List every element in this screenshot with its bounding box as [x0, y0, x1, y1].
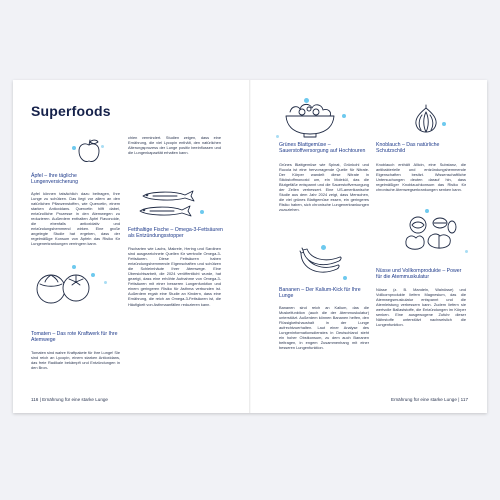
- bananas-body: Bananen sind reich an Kalium, das die Muskelfunktion (auch die der Atemmuskulatur) unterstützt. Außerdem können Bananen helfen, den Flüssigkeitshaushalt in der Lunge aufrechtzuerhalten. Laut einer Analyse des Lungeninformationsdienstes in Deutschland steht ein hoher Obstkonsum, zu dem auch Bananen beitragen, in engem Zusammenhang mit einer besseren Lungenfunktion.: [279, 305, 369, 351]
- left-footer-separator: |: [39, 397, 41, 402]
- decor-dot: [104, 281, 107, 284]
- decor-dot: [276, 135, 279, 138]
- right-footer-separator: |: [458, 397, 460, 402]
- banana-icon: [297, 247, 345, 281]
- continuation-body: chien vermindert. Studien zeigen, dass eine Ernährung, die viel Lycopin enthält, den natürlichen Alterungsprozess der Lunge positiv beeinflussen und die Lungenkapazität erhalten kann.: [128, 135, 221, 156]
- decor-dot: [72, 146, 76, 150]
- decor-dot: [72, 265, 76, 269]
- apples-heading: Äpfel – Ihre tägliche Lungenversicherung: [31, 173, 79, 186]
- left-footer: [31, 397, 108, 402]
- fish-body: Fischarten wie Lachs, Makrele, Hering und Sardinen sind ausgezeichnete Quellen für wertvolle Omega-3-Fettsäuren. Diese Fettsäuren haben entzündungshemmende Eigenschaften und schützen die Schleimhäute Ihrer Atemwege. Eine Übersichtsarbeit, die 2024 veröffentlicht wurde, hat gezeigt, dass eine erhöhte Aufnahme von Omega-3-Fettsäuren mit einer besseren Lungenfunktion und einem geringeren Risiko für Asthma verbunden ist. Außerdem ergab eine Studie an Kindern, dass eine Ernährung, die reich an Omega-3-Fettsäuren ist, die Häufigkeit von Asthmaanfällen reduzieren kann.: [128, 246, 221, 307]
- greens-heading: Grünes Blattgemüse – Sauerstoffversorgung auf Hochtouren: [279, 142, 366, 155]
- decor-dot: [442, 122, 446, 126]
- tomato-icon: [32, 268, 92, 306]
- apples-body: Äpfel können tatsächlich dazu beitragen, Ihre Lunge zu schützen. Das liegt vor allem an den natürlichen Pflanzenstoffen, wie Quercetin, einem starken Antioxidans. Quercetin hilft dabei, entzündliche Prozesse in den Atemwegen zu reduzieren. Außerdem enthalten Äpfel Flavonoide, die ebenfalls antioxidativ und entzündungshemmend wirken. Eine große angelegte Studie hat ergeben, dass der regelmäßige Konsum von Äpfeln das Risiko für Lungenerkrankungen verringern kann.: [31, 191, 120, 247]
- garlic-heading: Knoblauch – Das natürliche Schutzschild: [376, 142, 440, 155]
- fish-heading: Fetthaltige Fische – Omega-3-Fettsäuren als Entzündungsstopper: [128, 227, 223, 240]
- tomatoes-heading: Tomaten – Das rote Kraftwerk für Ihre Atemwege: [31, 331, 118, 344]
- decor-dot: [425, 209, 429, 213]
- nuts-body: Nüsse (z. B. Mandeln, Walnüsse) und Vollkornprodukte liefern Magnesium, das die Atemwegsmuskulatur entspannt und die Atemleistung verbessern kann. Zudem liefern sie wertvolle Ballaststoffe, die Entzündungen im Körper senken. Eine ausgewogene Zufuhr dieser Nährstoffe unterstützt nachweislich die Lungenfunktion.: [376, 287, 466, 328]
- book-gutter: [249, 80, 251, 413]
- decor-dot: [101, 145, 104, 148]
- fish-icon: [137, 189, 199, 221]
- garlic-body: Knoblauch enthält Allicin, eine Substanz, die antibakterielle und entzündungshemmende Eigenschaften besitzt. Wissenschaftliche Untersuchungen deuten darauf hin, dass regelmäßiger Knoblauchkonsum das Risiko für chronische Atemwegserkrankungen senken kann.: [376, 162, 466, 193]
- right-page-number: 117: [460, 397, 468, 402]
- decor-dot: [321, 245, 326, 250]
- garlic-icon: [412, 104, 440, 134]
- decor-dot: [91, 273, 95, 277]
- right-footer: [391, 397, 468, 402]
- apple-icon: [76, 138, 102, 164]
- tomatoes-body: Tomaten sind wahre Kraftpakete für Ihre Lunge! Sie sind reich an Lycopin, einem starken Antioxidans, das freie Radikale bekämpft und Entzündungen in den Bron-: [31, 350, 120, 371]
- decor-dot: [200, 210, 204, 214]
- right-running-title: Ernährung für eine starke Lunge: [391, 397, 457, 402]
- greens-body: Grünes Blattgemüse wie Spinat, Grünkohl und Rucola ist eine hervorragende Quelle für Nitrate. Der Körper wandelt diese Nitrate in Stickstoffmonoxid um, ein Molekül, das die Blutgefäße entspannt und die Sauerstoffversorgung der Zellen verbessert. Eine US-amerikanische Studie aus dem Jahr 2024 zeigt, dass Menschen, die viel grünes Blattgemüse essen, ein geringeres Risiko haben, sich chronische Lungenerkrankungen zuzuziehen.: [279, 162, 369, 213]
- decor-dot: [342, 114, 346, 118]
- salad-bowl-icon: [282, 100, 338, 140]
- nuts-heading: Nüsse und Vollkornprodukte – Power für die Atemmuskulatur: [376, 268, 462, 281]
- decor-dot: [343, 276, 347, 280]
- page-title: Superfoods: [31, 103, 111, 119]
- left-running-title: Ernährung für eine starke Lunge: [42, 397, 108, 402]
- decor-dot: [465, 250, 468, 253]
- bananas-heading: Bananen – Der Kalium-Kick für Ihre Lunge: [279, 287, 361, 300]
- decor-dot: [304, 98, 309, 103]
- left-page-number: 116: [31, 397, 39, 402]
- nuts-icon: [402, 212, 460, 254]
